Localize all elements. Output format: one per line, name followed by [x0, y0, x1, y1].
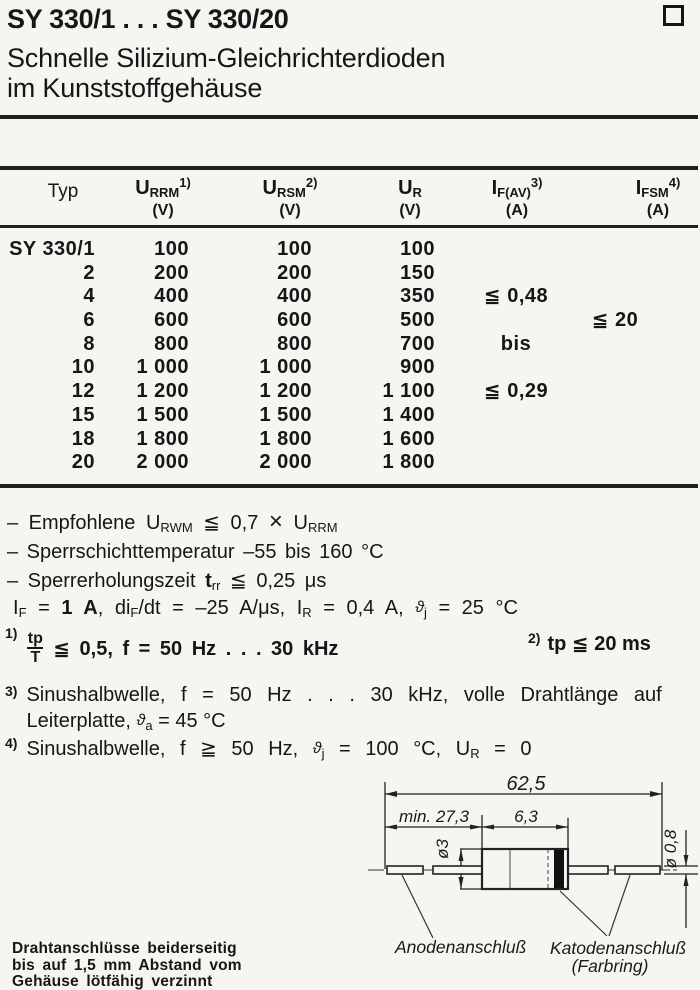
page-title: SY 330/1 . . . SY 330/20 — [7, 4, 289, 34]
footnote-1-marker: 1) — [5, 625, 18, 641]
cathode-label: Katodenanschluß — [550, 938, 687, 958]
cell-ur: 1 800 — [382, 451, 435, 474]
package-outline-drawing — [320, 770, 700, 990]
note-segment: = 0,4 A, — [311, 597, 416, 619]
header-symbol: I — [635, 177, 642, 199]
note-segment: R — [302, 605, 312, 620]
table-row — [0, 380, 700, 404]
header-footnote-ref: 1) — [179, 175, 191, 190]
table-row — [0, 404, 700, 428]
subtitle-line-2: im Kunststoffgehäuse — [7, 73, 263, 103]
cell-ursm: 1 800 — [259, 427, 312, 450]
table-row — [0, 333, 700, 357]
cell-ursm: 1 500 — [259, 403, 312, 426]
note-segment: F — [18, 605, 27, 620]
table-row — [0, 238, 700, 262]
note-segment: Leiterplatte, — [26, 710, 137, 732]
lead-solder-note — [12, 941, 242, 990]
header-unit: (V) — [399, 202, 421, 219]
note-segment: ≦ 0,25 μs — [220, 570, 327, 592]
header-footnote-ref: 3) — [530, 175, 543, 190]
header-subscript: R — [412, 185, 422, 200]
cell-ursm: 600 — [277, 309, 312, 332]
anode-label: Anodenanschluß — [395, 937, 527, 957]
header-symbol: U — [398, 177, 413, 199]
table-header-row — [0, 175, 700, 225]
header-unit: (A) — [505, 202, 529, 219]
note-segment: ≦ 0,7 — [192, 512, 269, 534]
duty-cycle-fraction — [27, 630, 43, 666]
note-segment: t — [205, 570, 212, 592]
note-recommended-urwm — [7, 510, 338, 540]
dim-label-total: 62,5 — [506, 773, 546, 795]
header-symbol: I — [491, 177, 498, 199]
header-symbol: U — [262, 177, 277, 199]
note-segment: – Sperrschichttemperatur –55 bis 160 °C — [7, 541, 384, 563]
note-segment: – Empfohlene U — [7, 512, 161, 534]
note-segment: × — [268, 508, 283, 535]
note-segment: ϑ — [312, 740, 322, 757]
note-segment: I — [13, 597, 19, 619]
cell-typ: SY 330/1 — [9, 238, 95, 260]
fraction-numerator: tp — [27, 630, 43, 647]
footnote-1 — [5, 626, 338, 670]
dim-label-lead-min: min. 27,3 — [399, 807, 469, 826]
cell-ifav: bis — [500, 332, 532, 355]
note-segment: – Sperrerholungszeit — [7, 570, 206, 592]
footnote-4-text — [26, 736, 531, 761]
cell-ur: 100 — [400, 238, 435, 260]
cell-ursm: 200 — [277, 261, 312, 284]
header-subscript: FSM — [641, 185, 669, 200]
note-reverse-recovery — [7, 569, 326, 598]
table-head-rule — [0, 225, 698, 228]
cell-urrm: 600 — [154, 309, 189, 332]
lead-note-line-3: Gehäuse lötfähig verzinnt — [12, 973, 213, 990]
cell-urrm: 200 — [154, 261, 189, 284]
page-subtitle — [7, 43, 445, 103]
dim-label-body-len: 6,3 — [514, 807, 538, 826]
header-subscript: RSM — [277, 185, 306, 200]
cell-ur: 1 600 — [382, 427, 435, 450]
table-top-rule — [0, 166, 698, 170]
cell-typ: 6 — [83, 309, 95, 332]
cell-urrm: 400 — [154, 285, 189, 308]
header-unit: (A) — [646, 202, 670, 219]
header-footnote-ref: 4) — [668, 175, 681, 190]
table-row — [0, 451, 700, 475]
cell-urrm: 100 — [154, 238, 189, 260]
cell-ifav: ≦ 0,48 — [483, 285, 549, 308]
cell-ur: 150 — [400, 261, 435, 284]
table-row — [0, 285, 700, 309]
note-segment: , di — [97, 597, 131, 619]
header-footnote-ref: 2) — [305, 175, 318, 190]
note-segment: = 0 — [479, 738, 532, 760]
cell-ursm: 1 200 — [259, 380, 312, 403]
header-unit: (V) — [152, 202, 174, 219]
note-segment: = 45 °C — [152, 710, 226, 732]
note-segment: ϑ — [136, 712, 146, 729]
footnote-3-marker: 3) — [5, 683, 18, 699]
cell-ursm: 800 — [277, 332, 312, 355]
cell-typ: 12 — [71, 380, 95, 403]
note-segment: j — [424, 605, 427, 620]
lead-note-line-1: Drahtanschlüsse beiderseitig — [12, 940, 237, 957]
cathode-leader-line — [609, 875, 630, 936]
footnote-2-marker: 2) — [528, 630, 541, 646]
footnote-2 — [528, 631, 651, 656]
anode-leader-line — [402, 875, 433, 938]
cathode-band — [554, 850, 564, 888]
table-row — [0, 356, 700, 380]
cell-urrm: 2 000 — [136, 451, 189, 474]
cell-urrm: 1 500 — [136, 403, 189, 426]
header-symbol: U — [135, 177, 150, 199]
cell-ursm: 400 — [277, 285, 312, 308]
note-test-conditions — [13, 596, 518, 625]
column-header — [93, 175, 233, 220]
header-unit: (V) — [279, 202, 301, 219]
cell-ifsm: ≦ 20 — [591, 309, 639, 332]
footnote-3 — [5, 684, 662, 737]
note-segment: Sinushalbwelle, f ≧ 50 Hz, — [26, 738, 313, 760]
cell-typ: 18 — [71, 427, 95, 450]
cell-typ: 4 — [83, 285, 95, 308]
note-segment: = — [26, 597, 62, 619]
cell-typ: 15 — [71, 403, 95, 426]
ratings-table — [0, 238, 700, 475]
dim-label-wire-dia: ø 0,8 — [661, 829, 680, 869]
note-junction-temperature — [7, 540, 384, 564]
note-segment: ϑ — [415, 599, 424, 616]
cell-ifav: ≦ 0,29 — [483, 380, 549, 403]
dim-label-body-dia: ø3 — [433, 839, 452, 859]
cell-ur: 1 100 — [382, 380, 435, 403]
note-segment: R — [470, 746, 480, 761]
note-segment: j — [321, 746, 325, 761]
note-segment: = 100 °C, U — [324, 738, 471, 760]
divider — [0, 115, 698, 119]
header-symbol: Typ — [47, 181, 79, 202]
cell-ur: 1 400 — [382, 403, 435, 426]
table-row — [0, 428, 700, 452]
footnote-2-text: tp ≦ 20 ms — [547, 633, 651, 655]
fraction-denominator: T — [27, 647, 43, 666]
column-header — [220, 175, 360, 220]
cathode-leader-line — [560, 891, 607, 936]
header-subscript: F(AV) — [497, 185, 531, 200]
note-segment: /dt = –25 A/μs, I — [138, 597, 303, 619]
cathode-sub-label: (Farbring) — [571, 956, 649, 976]
cell-typ: 8 — [83, 332, 95, 355]
cell-typ: 10 — [71, 356, 95, 379]
footnote-4 — [5, 736, 532, 761]
note-segment: rr — [211, 578, 221, 593]
cell-ur: 900 — [400, 356, 435, 379]
note-segment: RWM — [160, 520, 193, 535]
footnote-1-text: ≦ 0,5, f = 50 Hz . . . 30 kHz — [53, 637, 339, 660]
column-header — [588, 175, 700, 220]
table-bottom-rule — [0, 484, 698, 488]
cell-typ: 2 — [83, 261, 95, 284]
cell-urrm: 1 000 — [136, 356, 189, 379]
note-segment: U — [282, 512, 308, 534]
table-row — [0, 262, 700, 286]
cell-ursm: 100 — [277, 238, 312, 260]
cell-urrm: 800 — [154, 332, 189, 355]
cell-ur: 700 — [400, 332, 435, 355]
note-segment: = 25 °C — [426, 597, 518, 619]
footnote-4-marker: 4) — [5, 735, 18, 751]
note-segment: RRM — [307, 520, 338, 535]
cell-urrm: 1 200 — [136, 380, 189, 403]
cell-ur: 500 — [400, 309, 435, 332]
note-segment: 1 A — [61, 597, 98, 619]
cell-typ: 20 — [71, 451, 95, 474]
lead-note-line-2: bis auf 1,5 mm Abstand vom — [12, 956, 242, 974]
subtitle-line-1: Schnelle Silizium-Gleichrichterdioden — [7, 43, 446, 73]
table-row — [0, 309, 700, 333]
note-segment: F — [130, 605, 139, 620]
cell-ursm: 1 000 — [259, 356, 312, 379]
cell-ursm: 2 000 — [259, 451, 312, 474]
cell-urrm: 1 800 — [136, 427, 189, 450]
note-segment: a — [145, 718, 153, 733]
footnote-3-line-2 — [26, 709, 661, 737]
column-header — [447, 175, 587, 220]
footnote-3-line-1: Sinushalbwelle, f = 50 Hz . . . 30 kHz, volle Drahtlänge auf — [26, 684, 662, 706]
header-subscript: RRM — [149, 185, 180, 200]
corner-marker-icon — [663, 5, 684, 26]
cell-ur: 350 — [400, 285, 435, 308]
